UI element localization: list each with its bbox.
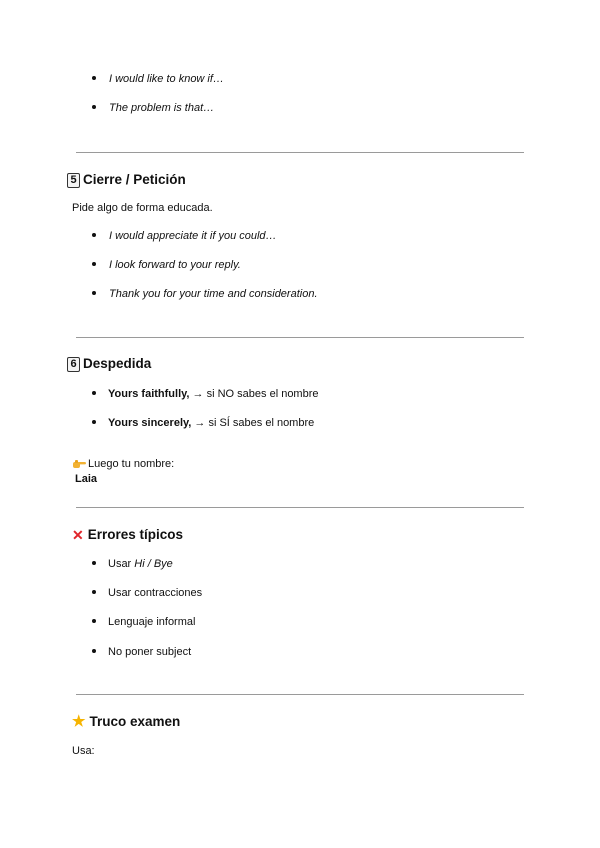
- section-heading-despedida: [67, 356, 151, 372]
- note-text: Luego tu nombre:: [88, 458, 175, 470]
- closing-explanation: → si SÍ sabes el nombre: [191, 417, 315, 429]
- list-item: Thank you for your time and consideration.: [109, 288, 318, 300]
- star-icon: ★: [72, 713, 86, 730]
- list-item: I look forward to your reply.: [109, 259, 241, 271]
- list-item: [108, 416, 314, 430]
- list-item: I would appreciate it if you could…: [109, 230, 277, 242]
- section-heading-errores: [72, 527, 183, 543]
- bullet-dot: [92, 649, 96, 653]
- section-title: Cierre / Petición: [83, 172, 186, 187]
- bullet-dot: [92, 262, 96, 266]
- section-intro: Pide algo de forma educada.: [72, 202, 213, 214]
- name-note: [73, 457, 174, 471]
- item-emphasis: Hi / Bye: [134, 558, 173, 570]
- pointing-hand-icon: [73, 459, 85, 469]
- section-title: Errores típicos: [87, 527, 184, 542]
- list-item: I would like to know if…: [109, 73, 224, 85]
- bullet-dot: [92, 291, 96, 295]
- list-item: [108, 387, 319, 401]
- section-heading-truco: [72, 714, 180, 730]
- list-item: Lenguaje informal: [108, 616, 196, 628]
- bullet-dot: [92, 619, 96, 623]
- bullet-dot: [92, 420, 96, 424]
- list-item: Usar contracciones: [108, 587, 203, 599]
- divider: [76, 507, 524, 508]
- closing-phrase: Yours faithfully,: [108, 388, 190, 400]
- signature-name: Laia: [75, 473, 98, 485]
- divider: [76, 337, 524, 338]
- bullet-dot: [92, 561, 96, 565]
- list-item: No poner subject: [108, 646, 192, 658]
- bullet-dot: [92, 233, 96, 237]
- section-intro: Usa:: [72, 745, 95, 757]
- cross-mark-icon: ✕: [72, 527, 84, 543]
- closing-phrase: Yours sincerely,: [108, 417, 192, 429]
- closing-explanation: → si NO sabes el nombre: [189, 388, 319, 400]
- bullet-dot: [92, 105, 96, 109]
- section-heading-cierre: [67, 172, 186, 188]
- number-5-keycap-icon: 5: [67, 173, 80, 188]
- section-title: Despedida: [83, 356, 152, 371]
- bullet-dot: [92, 590, 96, 594]
- bullet-dot: [92, 391, 96, 395]
- divider: [76, 152, 524, 153]
- divider: [76, 694, 524, 695]
- list-item: [108, 557, 173, 571]
- section-title: Truco examen: [89, 714, 181, 729]
- number-6-keycap-icon: 6: [67, 357, 80, 372]
- item-text: Usar: [108, 558, 135, 570]
- list-item: The problem is that…: [109, 102, 215, 114]
- bullet-dot: [92, 76, 96, 80]
